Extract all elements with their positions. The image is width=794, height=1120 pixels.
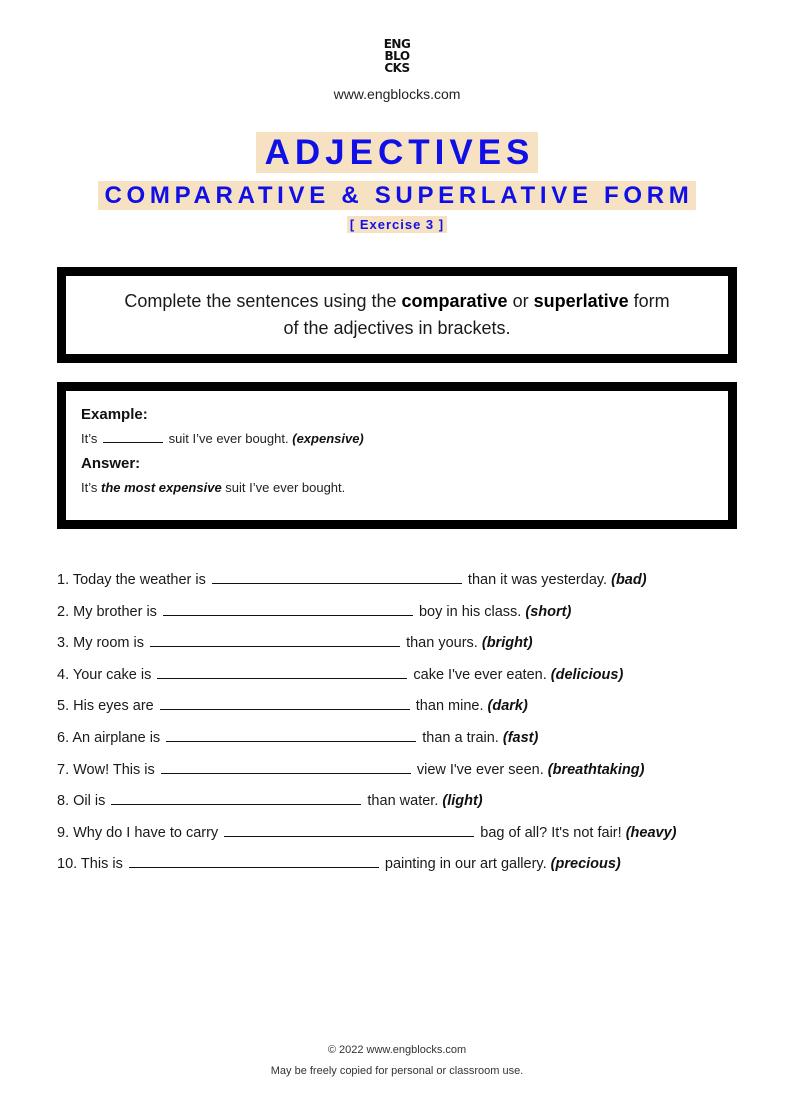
question-10: 10. This is painting in our art gallery. (precious) bbox=[57, 850, 757, 882]
logo-line-2: BLO bbox=[384, 49, 410, 63]
question-7: 7. Wow! This is view I've ever seen. (breathtaking) bbox=[57, 756, 757, 788]
question-4: 4. Your cake is cake I've ever eaten. (delicious) bbox=[57, 661, 757, 693]
example-blank bbox=[103, 431, 163, 443]
question-8: 8. Oil is than water. (light) bbox=[57, 787, 757, 819]
footer-copyright: © 2022 www.engblocks.com bbox=[327, 1044, 467, 1056]
answer-blank-10[interactable] bbox=[129, 850, 379, 868]
example-label: Example: bbox=[81, 406, 148, 423]
answer-blank-1[interactable] bbox=[212, 566, 462, 584]
question-list bbox=[57, 566, 757, 882]
answer-blank-4[interactable] bbox=[157, 661, 407, 679]
exercise-label: [ Exercise 3 ] bbox=[347, 216, 447, 233]
answer-label: Answer: bbox=[81, 455, 141, 472]
answer-blank-2[interactable] bbox=[163, 598, 413, 616]
question-6: 6. An airplane is than a train. (fast) bbox=[57, 724, 757, 756]
page-subtitle: COMPARATIVE & SUPERLATIVE FORM bbox=[98, 181, 695, 210]
instructions-line-2: of the adjectives in brackets. bbox=[283, 318, 511, 338]
question-3: 3. My room is than yours. (bright) bbox=[57, 629, 757, 661]
example-sentence: It’s suit I’ve ever bought. (expensive) bbox=[81, 431, 364, 446]
page-title: ADJECTIVES bbox=[256, 132, 539, 173]
answer-sentence: It’s the most expensive suit I’ve ever bought. bbox=[81, 480, 346, 495]
question-1: 1. Today the weather is than it was yesterday. (bad) bbox=[57, 566, 757, 598]
logo-line-1: ENG bbox=[383, 37, 411, 51]
answer-blank-5[interactable] bbox=[160, 692, 410, 710]
logo bbox=[0, 38, 794, 74]
question-2: 2. My brother is boy in his class. (short) bbox=[57, 598, 757, 630]
answer-blank-9[interactable] bbox=[224, 819, 474, 837]
answer-blank-3[interactable] bbox=[150, 629, 400, 647]
question-9: 9. Why do I have to carry bag of all? It's not fair! (heavy) bbox=[57, 819, 757, 851]
logo-line-3: CKS bbox=[384, 61, 410, 75]
site-url[interactable]: www.engblocks.com bbox=[333, 86, 461, 102]
question-5: 5. His eyes are than mine. (dark) bbox=[57, 692, 757, 724]
answer-blank-7[interactable] bbox=[161, 756, 411, 774]
answer-blank-6[interactable] bbox=[166, 724, 416, 742]
answer-blank-8[interactable] bbox=[111, 787, 361, 805]
instructions-line-1: Complete the sentences using the comparative or superlative form bbox=[124, 291, 670, 311]
instructions-box bbox=[57, 267, 737, 363]
example-box bbox=[57, 382, 737, 529]
footer-license: May be freely copied for personal or classroom use. bbox=[270, 1065, 524, 1077]
